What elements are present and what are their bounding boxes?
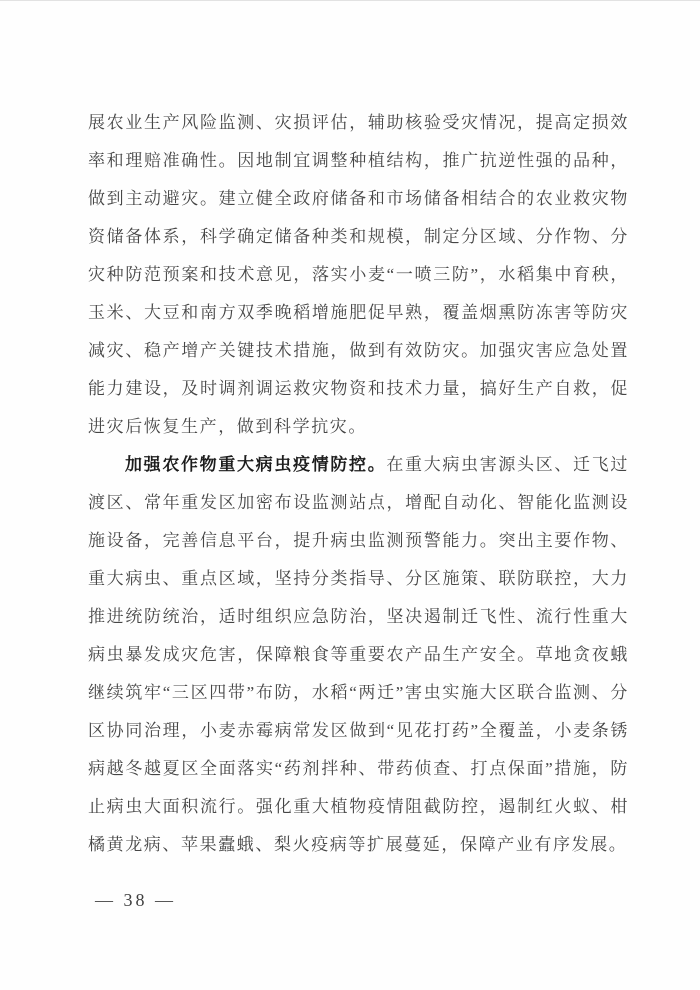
page-number: — 38 — (95, 890, 176, 910)
document-body (88, 104, 629, 864)
paragraph-disaster-relief: 展农业生产风险监测、灾损评估，辅助核验受灾情况，提高定损效率和理赔准确性。因地制宜调整种植结构，推广抗逆性强的品种，做到主动避灾。建立健全政府储备和市场储备相结合的农业救灾物资储备体系，科学确定储备种类和规模，制定分区域、分作物、分灾种防范预案和技术意见，落实小麦“一喷三防”，水稻集中育秧，玉米、大豆和南方双季晚稻增施肥促早熟，覆盖烟熏防冻害等防灾减灾、稳产增产关键技术措施，做到有效防灾。加强灾害应急处置能力建设，及时调剂调运救灾物资和技术力量，搞好生产自救，促进灾后恢复生产，做到科学抗灾。 (88, 113, 629, 436)
paragraph-body-text: 在重大病虫害源头区、迁飞过渡区、常年重发区加密布设监测站点，增配自动化、智能化监测设施设备，完善信息平台，提升病虫监测预警能力。突出主要作物、重大病虫、重点区域，坚持分类指导、分区施策、联防联控，大力推进统防统治，适时组织应急防治，坚决遏制迁飞性、流行性重大病虫暴发成灾危害，保障粮食等重要农产品生产安全。草地贪夜蛾继续筑牢“三区四带”布防，水稻“两迁”害虫实施大区联合监测、分区协同治理，小麦赤霉病常发区做到“见花打药”全覆盖，小麦条锈病越冬越夏区全面落实“药剂拌种、带药侦查、打点保面”措施，防止病虫大面积流行。强化重大植物疫情阻截防控，遏制红火蚁、柑橘黄龙病、苹果蠹蛾、梨火疫病等扩展蔓延，保障产业有序发展。 (88, 455, 629, 854)
paragraph-pest-control (88, 446, 629, 864)
paragraph-lead-bold: 加强农作物重大病虫疫情防控。 (125, 455, 387, 474)
page-footer (95, 887, 176, 913)
